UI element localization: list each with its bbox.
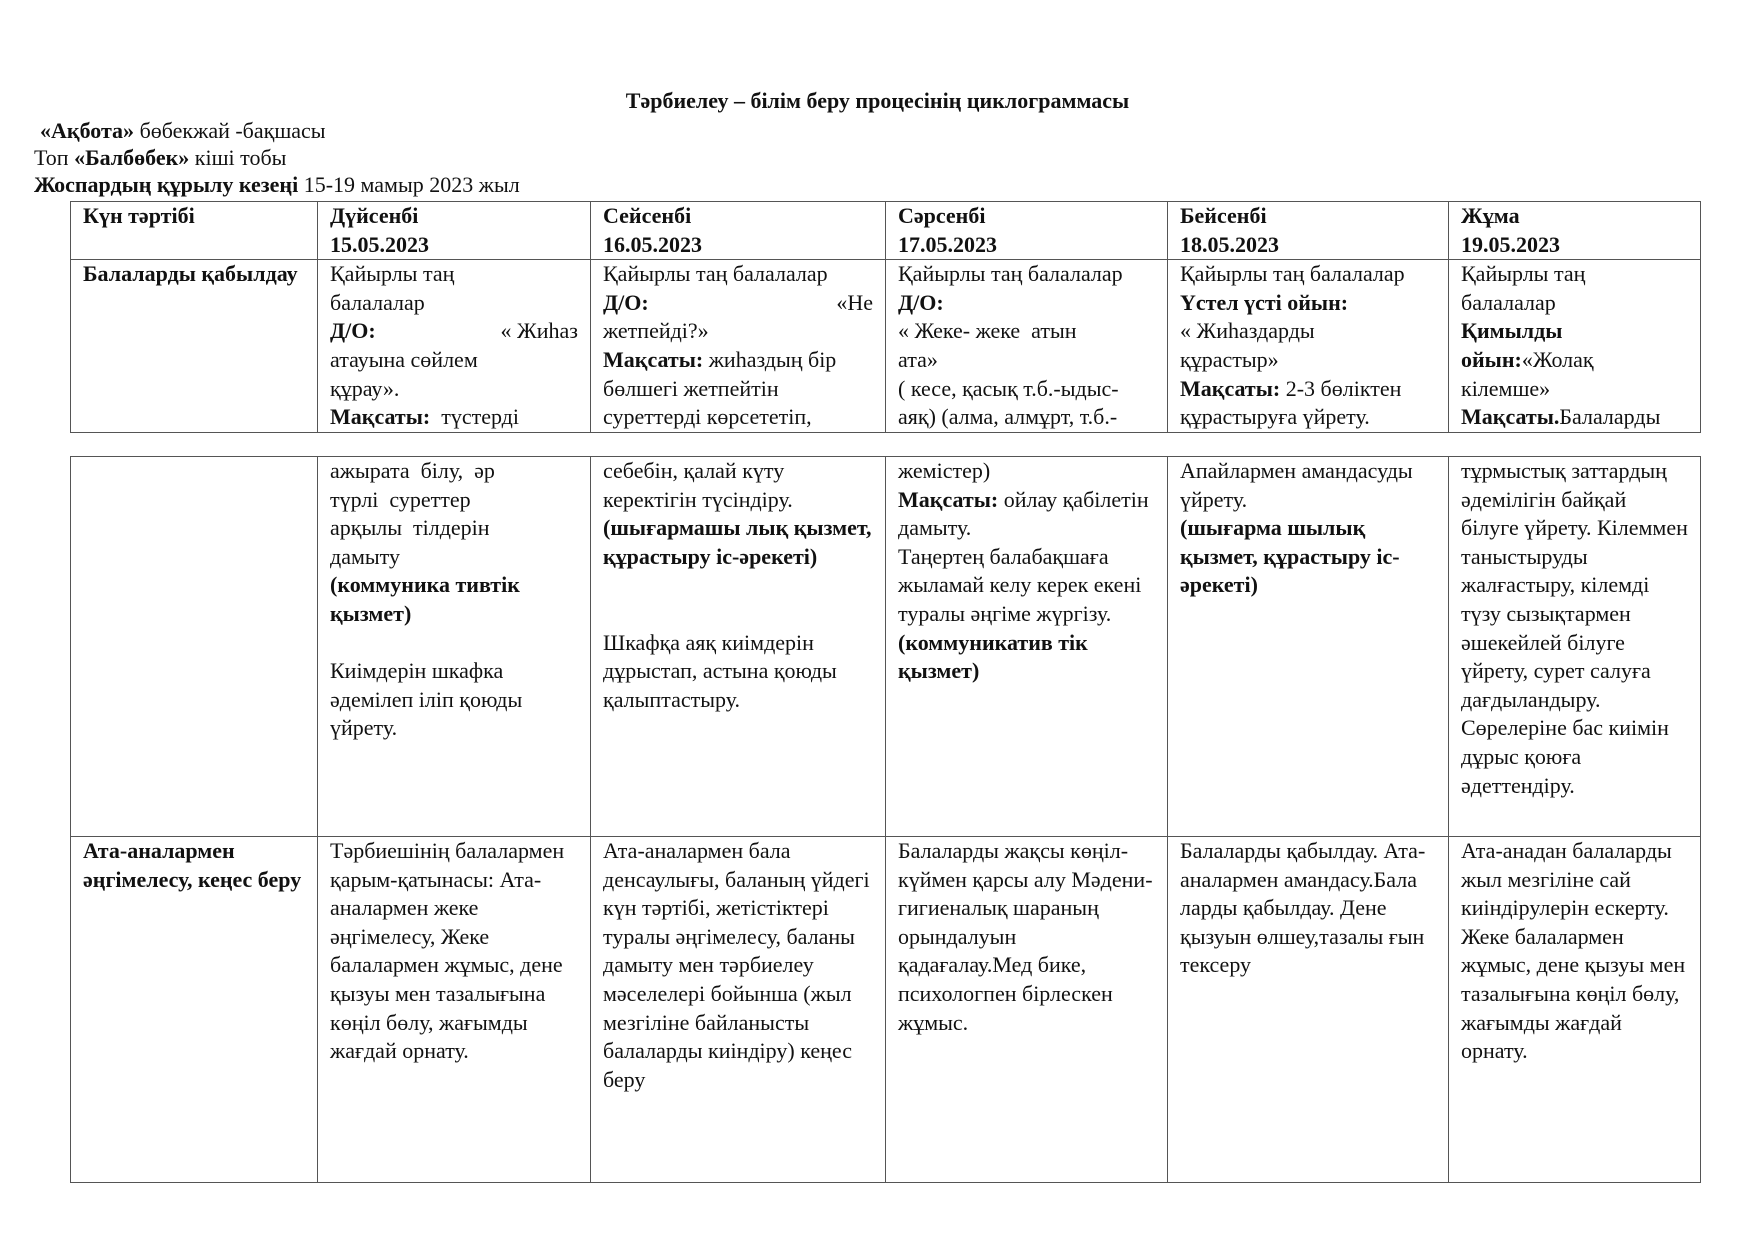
- text-line: тұрмыстық заттардың әдемілігін байқай білуге үйрету. Кілеммен таныстыруды жалғастыру, кілемді түзу сызықтармен әшекейлей білуге үйрету, сурет салуға дағдыландыру. Сөрелеріне бас киімін дұрыс қоюға әдеттендіру.: [1461, 458, 1688, 798]
- game-title: «Не: [836, 289, 873, 315]
- period-value: 15-19 мамыр 2023 жыл: [298, 172, 520, 197]
- text-line: құрастыр»: [1180, 346, 1279, 372]
- day-name: Жұма: [1461, 203, 1520, 228]
- text-block: Ата-аналармен бала денсаулығы, баланың үйдегі күн тәртібі, жетістіктері туралы әңгімелесу, баланы дамыту мен тәрбиелеу мәселелері бойынша (жыл мезгіліне байланысты балаларды киіндіру) кеңес беру: [603, 838, 870, 1092]
- row-label-empty: [71, 457, 318, 837]
- text-line: атауына сөйлем: [330, 346, 478, 372]
- day-date: 19.05.2023: [1461, 231, 1560, 257]
- spacer: [603, 571, 873, 600]
- cell-monday-reception-cont: [318, 457, 591, 837]
- text-line: дамыту: [330, 543, 400, 569]
- reception-label: Балаларды қабылдау: [83, 261, 298, 287]
- row-label-parents: [71, 837, 318, 1183]
- text-line: балалалар: [330, 289, 425, 315]
- row-parents: [71, 837, 1701, 1183]
- text-line: Қайырлы таң балалалар: [1180, 261, 1405, 287]
- cell-monday-reception: [318, 260, 591, 433]
- goal-label: Мақсаты:: [330, 404, 431, 430]
- text-line: « Жеке- жеке атын: [898, 318, 1077, 344]
- text-line: [1180, 375, 1436, 404]
- text-block: Тәрбиешінің балалармен қарым-қатынасы: Ата-аналармен жеке әңгімелесу, Жеке балалармен жұмыс, дене қызуы мен тазалығына көңіл бөлу, жағымды жағдай орнату.: [330, 838, 565, 1064]
- cell-tuesday-parents: [591, 837, 886, 1183]
- cell-friday-parents: [1449, 837, 1701, 1183]
- header-routine-label: Күн тәртібі: [83, 203, 195, 228]
- text-line: балалалар: [1461, 289, 1556, 315]
- day-name: Сейсенбі: [603, 203, 692, 228]
- text-line: құрау».: [330, 375, 400, 401]
- text-line: [1461, 346, 1688, 375]
- header-cell-monday: [318, 202, 591, 260]
- text-line: құрастыруға үйрету.: [1180, 404, 1370, 430]
- spacer: [603, 600, 873, 629]
- cell-friday-reception-cont: [1449, 457, 1701, 837]
- text-line: себебін, қалай күту: [603, 458, 785, 483]
- text-line: [898, 486, 1155, 543]
- cell-tuesday-reception: [591, 260, 886, 433]
- text-line: Киімдерін шкафка әдемілеп іліп қоюды үйрету.: [330, 658, 523, 741]
- text-line: Қайырлы таң: [1461, 261, 1586, 287]
- text-line: [603, 289, 873, 318]
- text-line: жемістер): [898, 458, 991, 483]
- text-block: Балаларды қабылдау. Ата-аналармен амандасу.Бала ларды қабылдау. Дене қызуын өлшеу,тазалы ғын тексеру: [1180, 838, 1426, 978]
- cell-wednesday-reception-cont: [886, 457, 1168, 837]
- game-label: Д/О:: [898, 289, 944, 315]
- game-title: « Жиһаз: [500, 318, 578, 344]
- row-label-reception: [71, 260, 318, 433]
- text-line: [1461, 403, 1688, 432]
- game-label: ойын:: [1461, 346, 1522, 372]
- group-rest: кіші тобы: [189, 145, 287, 170]
- text-line: Таңертең балабақшаға жыламай келу керек екені туралы әңгіме жүргізу.: [898, 543, 1142, 626]
- group-name: «Балбөбек»: [74, 145, 190, 170]
- goal-label: Мақсаты:: [898, 486, 999, 512]
- header-cell-friday: [1449, 202, 1701, 260]
- text-line: Қайырлы таң балалалар: [898, 261, 1123, 287]
- row-reception-top: [71, 260, 1701, 433]
- game-label: Д/О:: [603, 289, 649, 315]
- text-line: « Жиһаздарды: [1180, 318, 1315, 344]
- goal-label: Мақсаты.: [1461, 404, 1560, 430]
- text-line: ажырата білу, әр: [330, 458, 495, 483]
- activity-type: (коммуника тивтік қызмет): [330, 572, 520, 626]
- cell-friday-reception: [1449, 260, 1701, 433]
- day-date: 16.05.2023: [603, 231, 702, 257]
- header-cell-thursday: [1168, 202, 1449, 260]
- header-cell-routine: [71, 202, 318, 260]
- cell-thursday-reception: [1168, 260, 1449, 433]
- text-line: [330, 317, 578, 346]
- group-prefix: Топ: [34, 145, 75, 170]
- cell-thursday-reception-cont: [1168, 457, 1449, 837]
- game-label: Үстел үсті ойын:: [1180, 289, 1349, 315]
- period-line: [34, 172, 520, 198]
- activity-type: (шығармашы лық қызмет, құрастыру іс-әрекеті): [603, 515, 872, 569]
- row-reception-continued: [71, 457, 1701, 837]
- activity-type: (коммуникатив тік қызмет): [898, 629, 1088, 684]
- goal-text: ойлау қабілетін дамыту.: [898, 486, 1149, 541]
- goal-text: 2-3 бөліктен: [1280, 375, 1402, 401]
- goal-text: жиһаздың бір: [703, 346, 837, 372]
- page-title: Тәрбиелеу – білім беру процесінің циклограммасы: [625, 88, 1130, 113]
- text-line: Апайлармен амандасуды үйрету.: [1180, 458, 1413, 512]
- goal-label: Мақсаты:: [603, 346, 704, 372]
- text-line: керектігін түсіндіру.: [603, 486, 793, 512]
- text-line: ( кесе, қасық т.б.-ыдыс-: [898, 375, 1119, 401]
- text-line: арқылы тілдерін: [330, 515, 490, 541]
- cell-wednesday-parents: [886, 837, 1168, 1183]
- schedule-table-part2: [70, 456, 1701, 1183]
- text-line: суреттерді көрсететіп,: [603, 404, 812, 430]
- kindergarten-line: [40, 118, 326, 144]
- text-line: кілемше»: [1461, 375, 1551, 401]
- text-line: ата»: [898, 346, 938, 372]
- game-label: Д/О:: [330, 318, 376, 344]
- text-line: [330, 403, 578, 432]
- cell-wednesday-reception: [886, 260, 1168, 433]
- text-block: Балаларды жақсы көңіл-күймен қарсы алу Мәдени- гигиеналық шараның орындалуын қадағалау.Мед бике, психологпен бірлескен жұмыс.: [898, 838, 1153, 1035]
- header-row: [71, 202, 1701, 260]
- day-name: Сәрсенбі: [898, 203, 986, 228]
- goal-text: Балаларды: [1559, 404, 1661, 430]
- text-line: [603, 346, 873, 375]
- text-block: Ата-анадан балаларды жыл мезгіліне сай киіндірулерін ескерту.: [1461, 838, 1672, 921]
- text-line: Қайырлы таң балалалар: [603, 261, 828, 287]
- text-line: бөлшегі жетпейтін: [603, 375, 779, 401]
- text-line: түрлі суреттер: [330, 486, 471, 512]
- game-title: «Жолақ: [1521, 346, 1594, 372]
- day-date: 18.05.2023: [1180, 231, 1279, 257]
- text-line: Қайырлы таң: [330, 261, 455, 287]
- day-name: Дүйсенбі: [330, 203, 419, 228]
- text-line: жетпейді?»: [603, 318, 709, 344]
- day-name: Бейсенбі: [1180, 203, 1267, 228]
- cell-monday-parents: [318, 837, 591, 1183]
- schedule-table-part1: [70, 201, 1701, 433]
- text-line: аяқ) (алма, алмұрт, т.б.-: [898, 404, 1118, 430]
- game-label: Қимылды: [1461, 318, 1563, 344]
- group-line: [34, 145, 286, 171]
- cell-tuesday-reception-cont: [591, 457, 886, 837]
- text-block: Жеке балалармен жұмыс, дене қызуы мен: [1461, 923, 1686, 978]
- spacer: [330, 629, 578, 658]
- day-date: 15.05.2023: [330, 231, 429, 257]
- text-line: Шкафқа аяқ киімдерін дұрыстап, астына қоюды қалыптастыру.: [603, 629, 837, 712]
- text-block: тазалығына көңіл бөлу, жағымды жағдай орнату.: [1461, 980, 1680, 1064]
- activity-type: (шығарма шылық қызмет, құрастыру іс-әрекеті): [1180, 515, 1400, 598]
- kindergarten-type: бөбекжай -бақшасы: [134, 118, 326, 143]
- header-cell-tuesday: [591, 202, 886, 260]
- kindergarten-name: «Ақбота»: [40, 118, 135, 143]
- cell-thursday-parents: [1168, 837, 1449, 1183]
- period-label: Жоспардың құрылу кезеңі: [34, 172, 299, 197]
- day-date: 17.05.2023: [898, 231, 997, 257]
- goal-text: түстерді: [430, 404, 519, 430]
- header-cell-wednesday: [886, 202, 1168, 260]
- goal-label: Мақсаты:: [1180, 375, 1281, 401]
- parents-label: Ата-аналармен әңгімелесу, кеңес беру: [83, 838, 302, 892]
